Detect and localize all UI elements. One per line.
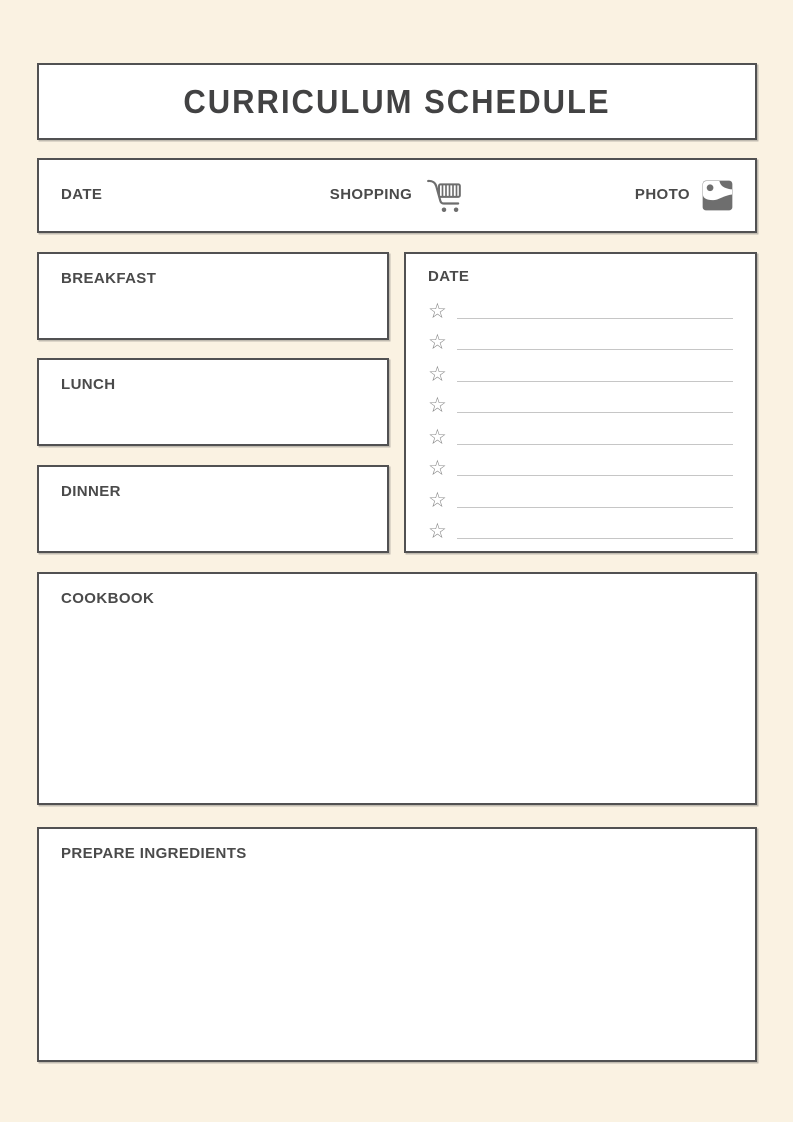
prepare-ingredients-label: PREPARE INGREDIENTS xyxy=(61,845,247,862)
info-shopping-cell xyxy=(285,175,509,217)
star-list-row xyxy=(428,479,733,511)
star-icon: ☆ xyxy=(428,424,447,449)
cookbook-label: COOKBOOK xyxy=(61,590,155,607)
star-list-row xyxy=(428,511,733,543)
title-box xyxy=(37,63,757,140)
entry-line xyxy=(457,444,733,445)
star-icon: ☆ xyxy=(428,361,447,386)
entry-line xyxy=(457,318,733,319)
photo-label: PHOTO xyxy=(634,186,690,204)
breakfast-label: BREAKFAST xyxy=(61,270,157,287)
entry-line xyxy=(457,349,733,350)
info-date-cell xyxy=(61,187,285,204)
star-list-row xyxy=(428,290,733,322)
cookbook-box xyxy=(37,572,757,805)
date-list-box xyxy=(404,252,757,553)
star-list xyxy=(428,290,733,542)
star-list-row xyxy=(428,416,733,448)
prepare-ingredients-box xyxy=(37,827,757,1062)
lunch-label: LUNCH xyxy=(61,376,116,393)
entry-line xyxy=(457,381,733,382)
star-icon: ☆ xyxy=(428,456,447,480)
breakfast-box xyxy=(37,252,389,340)
date-label: DATE xyxy=(61,186,103,204)
star-icon: ☆ xyxy=(428,393,447,417)
star-list-row xyxy=(428,385,733,417)
entry-line xyxy=(457,507,733,508)
dinner-label: DINNER xyxy=(61,483,121,500)
star-icon: ☆ xyxy=(428,298,447,323)
star-list-row xyxy=(428,353,733,385)
star-list-row xyxy=(428,448,733,480)
photo-icon xyxy=(702,180,733,211)
star-icon: ☆ xyxy=(428,487,447,512)
star-icon: ☆ xyxy=(428,330,447,354)
info-row xyxy=(37,158,757,233)
info-photo-cell xyxy=(509,180,733,211)
lunch-box xyxy=(37,358,389,446)
dinner-box xyxy=(37,465,389,553)
entry-line xyxy=(457,412,733,413)
page-title: CURRICULUM SCHEDULE xyxy=(183,82,611,120)
star-list-row xyxy=(428,322,733,354)
star-icon: ☆ xyxy=(428,519,447,543)
shopping-label: SHOPPING xyxy=(329,186,413,204)
date-list-label: DATE xyxy=(428,268,470,285)
entry-line xyxy=(457,538,733,539)
entry-line xyxy=(457,475,733,476)
shopping-cart-icon xyxy=(424,175,464,217)
